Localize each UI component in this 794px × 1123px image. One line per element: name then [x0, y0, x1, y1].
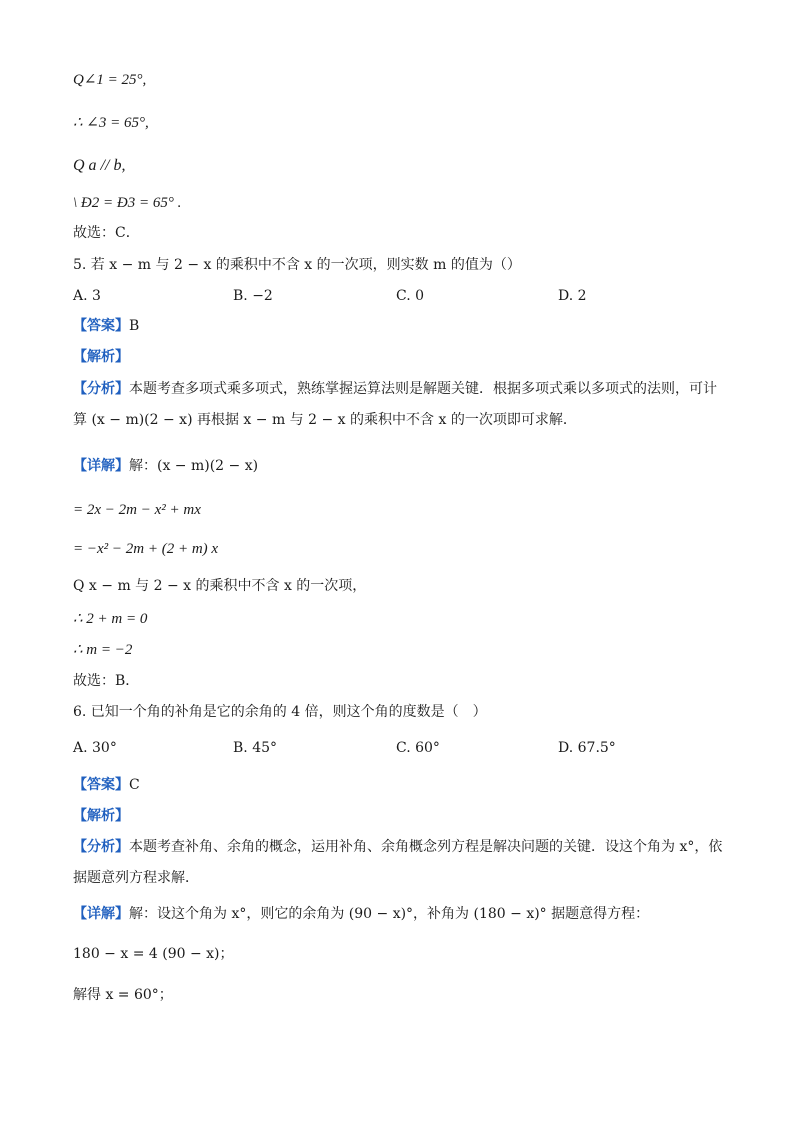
- q5-detail: [73, 456, 258, 476]
- q5-option-c: C. 0: [396, 288, 425, 304]
- q6-fenxi-tag: 【分析】: [73, 839, 129, 855]
- q5-option-a: A. 3: [73, 288, 101, 304]
- q6-detail-tag: 【详解】: [73, 906, 129, 922]
- q5-analysis: [73, 374, 723, 436]
- q6-step-2: 解得 x = 60°；: [73, 987, 173, 1003]
- q6-detail-text: 解：设这个角为 x°，则它的余角为 (90 − x)°，补角为 (180 − x)° 据题意得方程：: [129, 906, 650, 922]
- q5-step-1: = 2x − 2m − x² + mx: [73, 502, 201, 518]
- q6-answer-value: C: [129, 777, 140, 793]
- q6-answer-tag: 【答案】: [73, 777, 129, 793]
- q5-answer-value: B: [129, 318, 140, 334]
- q5-fenxi-tag: 【分析】: [73, 381, 129, 397]
- q5-detail-text: 解：(x − m)(2 − x): [129, 458, 259, 474]
- q6-step-1: 180 − x = 4 (90 − x)；: [73, 946, 234, 962]
- q6-option-c: C. 60°: [396, 740, 440, 756]
- question-6: 6. 已知一个角的补角是它的余角的 4 倍，则这个角的度数是（ ）: [73, 704, 487, 720]
- q5-detail-tag: 【详解】: [73, 458, 129, 474]
- choice-c: 故选：C．: [73, 225, 140, 241]
- q5-analysis-heading: 【解析】: [73, 349, 129, 365]
- q5-choice: 故选：B．: [73, 673, 140, 689]
- q5-answer-tag: 【答案】: [73, 318, 129, 334]
- step-angle2-eq: \ Ð2 = Ð3 = 65° .: [73, 195, 182, 211]
- q5-step-5: ∴ m = −2: [73, 642, 133, 658]
- q5-option-b: B. −2: [233, 288, 273, 304]
- q5-step-3: Q x − m 与 2 − x 的乘积中不含 x 的一次项，: [73, 578, 367, 594]
- q6-analysis-heading: 【解析】: [73, 808, 129, 824]
- q5-option-d: D. 2: [558, 288, 587, 304]
- q6-fenxi-text: 本题考查补角、余角的概念，运用补角、余角概念列方程是解决问题的关键．设这个角为 x°，依据题意列方程求解．: [73, 839, 723, 886]
- q6-option-a: A. 30°: [73, 740, 117, 756]
- q6-option-b: B. 45°: [233, 740, 278, 756]
- q6-answer: [73, 775, 140, 795]
- q5-step-2: = −x² − 2m + (2 + m) x: [73, 541, 219, 557]
- step-angle1: Q∠1 = 25°,: [73, 72, 147, 88]
- q6-option-d: D. 67.5°: [558, 740, 616, 756]
- q6-detail: [73, 904, 649, 924]
- step-parallel: Q a // b,: [73, 157, 126, 174]
- q6-analysis: [73, 832, 723, 894]
- q5-fenxi-text: 本题考查多项式乘多项式，熟练掌握运算法则是解题关键．根据多项式乘以多项式的法则，可计算 (x − m)(2 − x) 再根据 x − m 与 2 − x 的乘积中不含 x 的一次项即可求解．: [73, 381, 717, 428]
- q5-step-4: ∴ 2 + m = 0: [73, 611, 148, 627]
- question-5: 5. 若 x − m 与 2 − x 的乘积中不含 x 的一次项，则实数 m 的值为（）: [73, 257, 521, 273]
- q5-answer: [73, 316, 139, 336]
- step-angle3: ∴ ∠3 = 65°,: [73, 115, 149, 131]
